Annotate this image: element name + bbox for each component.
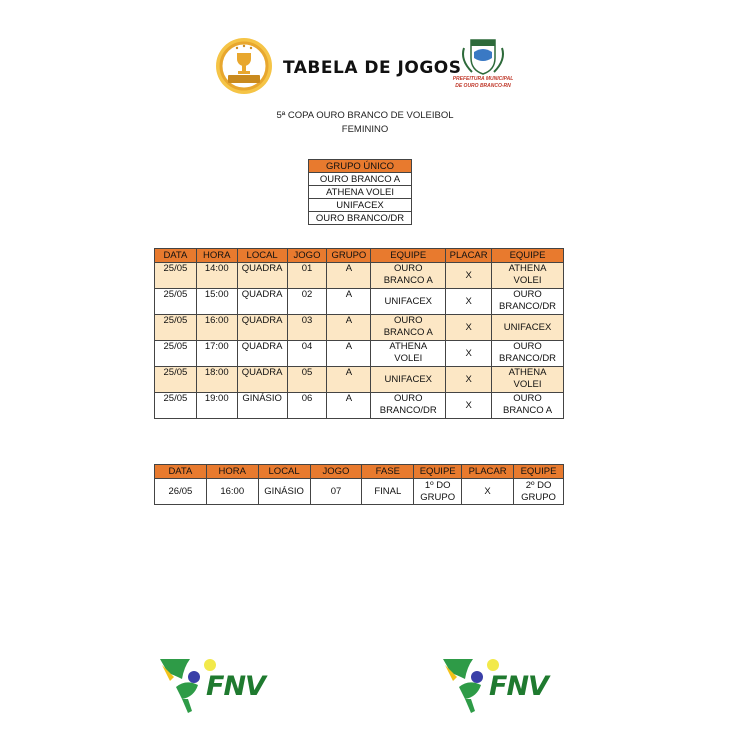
col-header-placar: PLACAR	[446, 249, 492, 263]
cell-jogo: 01	[287, 263, 327, 289]
cell-jogo: 07	[310, 479, 362, 505]
cell-equipe	[371, 263, 446, 289]
prefeitura-line-1: PREFEITURA MUNICIPAL	[452, 76, 514, 82]
cell-grupo: A	[327, 367, 371, 393]
cell-jogo: 04	[287, 341, 327, 367]
table-row	[155, 367, 564, 393]
table-row	[155, 289, 564, 315]
cell-jogo: 02	[287, 289, 327, 315]
cell-placar: X	[446, 341, 492, 367]
cell-hora: 16:00	[206, 479, 258, 505]
team-line: UNIFACEX	[384, 295, 432, 307]
col-header-placar: PLACAR	[462, 465, 514, 479]
cell-placar: X	[446, 315, 492, 341]
cell-local: GINÁSIO	[237, 393, 287, 419]
team-line: OURO	[394, 315, 423, 326]
cell-equipe	[371, 341, 446, 367]
fnv-logo-left	[158, 655, 278, 715]
team-line: OURO	[513, 341, 542, 352]
col-header-jogo: JOGO	[287, 249, 327, 263]
subtitle-line-2: FEMININO	[341, 124, 389, 135]
cell-jogo: 05	[287, 367, 327, 393]
cell-hora: 17:00	[196, 341, 237, 367]
col-header-fase: FASE	[362, 465, 414, 479]
group-header: GRUPO ÚNICO	[309, 160, 412, 173]
cell-grupo: A	[327, 393, 371, 419]
cell-equipe	[371, 289, 446, 315]
cell-equipe	[371, 393, 446, 419]
cell-data: 25/05	[155, 263, 197, 289]
table-row	[155, 315, 564, 341]
team-line: GRUPO	[521, 491, 556, 503]
team-line: BRANCO A	[383, 275, 433, 286]
group-team: OURO BRANCO/DR	[309, 212, 412, 225]
cell-grupo: A	[327, 289, 371, 315]
team-line: OURO	[513, 393, 542, 404]
cell-equipe	[371, 315, 446, 341]
cell-hora: 15:00	[196, 289, 237, 315]
cup-logo	[215, 37, 273, 95]
col-header-local: LOCAL	[237, 249, 287, 263]
col-header-grupo: GRUPO	[327, 249, 371, 263]
subtitle-line-1: 5ª COPA OURO BRANCO DE VOLEIBOL	[276, 110, 454, 121]
prefeitura-line-2: DE OURO BRANCO-RN	[455, 83, 511, 89]
cell-equipe	[492, 289, 564, 315]
prefeitura-logo	[452, 38, 514, 94]
cell-local: QUADRA	[237, 263, 287, 289]
team-line: BRANCO/DR	[499, 353, 557, 364]
team-line: ATHENA	[389, 341, 428, 352]
group-team: UNIFACEX	[309, 199, 412, 212]
cell-grupo: A	[327, 315, 371, 341]
cell-data: 25/05	[155, 315, 197, 341]
col-header-hora: HORA	[206, 465, 258, 479]
team-line: VOLEI	[513, 379, 542, 390]
team-line: UNIFACEX	[384, 373, 432, 385]
cell-local: GINÁSIO	[258, 479, 310, 505]
coat-of-arms-icon	[452, 38, 514, 76]
cell-placar: X	[462, 479, 514, 505]
group-team: ATHENA VOLEI	[309, 186, 412, 199]
cell-data: 25/05	[155, 367, 197, 393]
team-line: BRANCO A	[383, 327, 433, 338]
cell-data: 26/05	[155, 479, 207, 505]
team-line: BRANCO/DR	[379, 405, 437, 416]
col-header-hora: HORA	[196, 249, 237, 263]
cell-local: QUADRA	[237, 367, 287, 393]
col-header-equipe: EQUIPE	[492, 249, 564, 263]
cell-data: 25/05	[155, 393, 197, 419]
team-line: UNIFACEX	[503, 321, 552, 333]
team-line: VOLEI	[513, 275, 542, 286]
team-line: OURO	[394, 393, 423, 404]
team-line: ATHENA	[508, 263, 547, 274]
cell-placar: X	[446, 393, 492, 419]
cell-equipe	[414, 479, 462, 505]
cell-hora: 16:00	[196, 315, 237, 341]
final-table	[154, 464, 564, 505]
cell-jogo: 06	[287, 393, 327, 419]
cup-logo-icon	[215, 37, 273, 95]
cell-hora: 18:00	[196, 367, 237, 393]
fnv-logo-right	[441, 655, 561, 715]
cell-equipe	[492, 341, 564, 367]
cell-hora: 19:00	[196, 393, 237, 419]
team-line: VOLEI	[394, 353, 423, 364]
cell-grupo: A	[327, 263, 371, 289]
col-header-equipe: EQUIPE	[514, 465, 564, 479]
cell-local: QUADRA	[237, 315, 287, 341]
cell-placar: X	[446, 289, 492, 315]
team-line: BRANCO/DR	[499, 301, 557, 312]
fnv-text: FNV	[489, 671, 548, 702]
col-header-data: DATA	[155, 249, 197, 263]
team-line: OURO	[394, 263, 423, 274]
cell-local: QUADRA	[237, 289, 287, 315]
cell-equipe	[371, 367, 446, 393]
table-row	[155, 263, 564, 289]
cell-equipe	[492, 393, 564, 419]
col-header-equipe: EQUIPE	[414, 465, 462, 479]
cell-local: QUADRA	[237, 341, 287, 367]
fnv-text: FNV	[206, 671, 265, 702]
group-team: OURO BRANCO A	[309, 173, 412, 186]
games-table	[154, 248, 564, 419]
page-title: TABELA DE JOGOS	[283, 58, 462, 78]
team-line: 1º DO	[424, 479, 451, 491]
cell-equipe	[492, 315, 564, 341]
cell-placar: X	[446, 367, 492, 393]
table-row	[155, 479, 564, 505]
group-table	[308, 159, 412, 225]
team-line: OURO	[513, 289, 542, 300]
table-row	[155, 341, 564, 367]
team-line: ATHENA	[508, 367, 547, 378]
team-line: BRANCO A	[502, 405, 553, 416]
cell-hora: 14:00	[196, 263, 237, 289]
cell-data: 25/05	[155, 289, 197, 315]
cell-equipe	[492, 263, 564, 289]
table-row	[155, 393, 564, 419]
col-header-local: LOCAL	[258, 465, 310, 479]
cell-placar: X	[446, 263, 492, 289]
col-header-equipe: EQUIPE	[371, 249, 446, 263]
cell-equipe	[492, 367, 564, 393]
cell-fase: FINAL	[362, 479, 414, 505]
cell-data: 25/05	[155, 341, 197, 367]
cell-grupo: A	[327, 341, 371, 367]
cell-jogo: 03	[287, 315, 327, 341]
cell-equipe	[514, 479, 564, 505]
team-line: GRUPO	[420, 491, 456, 503]
col-header-jogo: JOGO	[310, 465, 362, 479]
team-line: 2º DO	[525, 479, 552, 491]
col-header-data: DATA	[155, 465, 207, 479]
